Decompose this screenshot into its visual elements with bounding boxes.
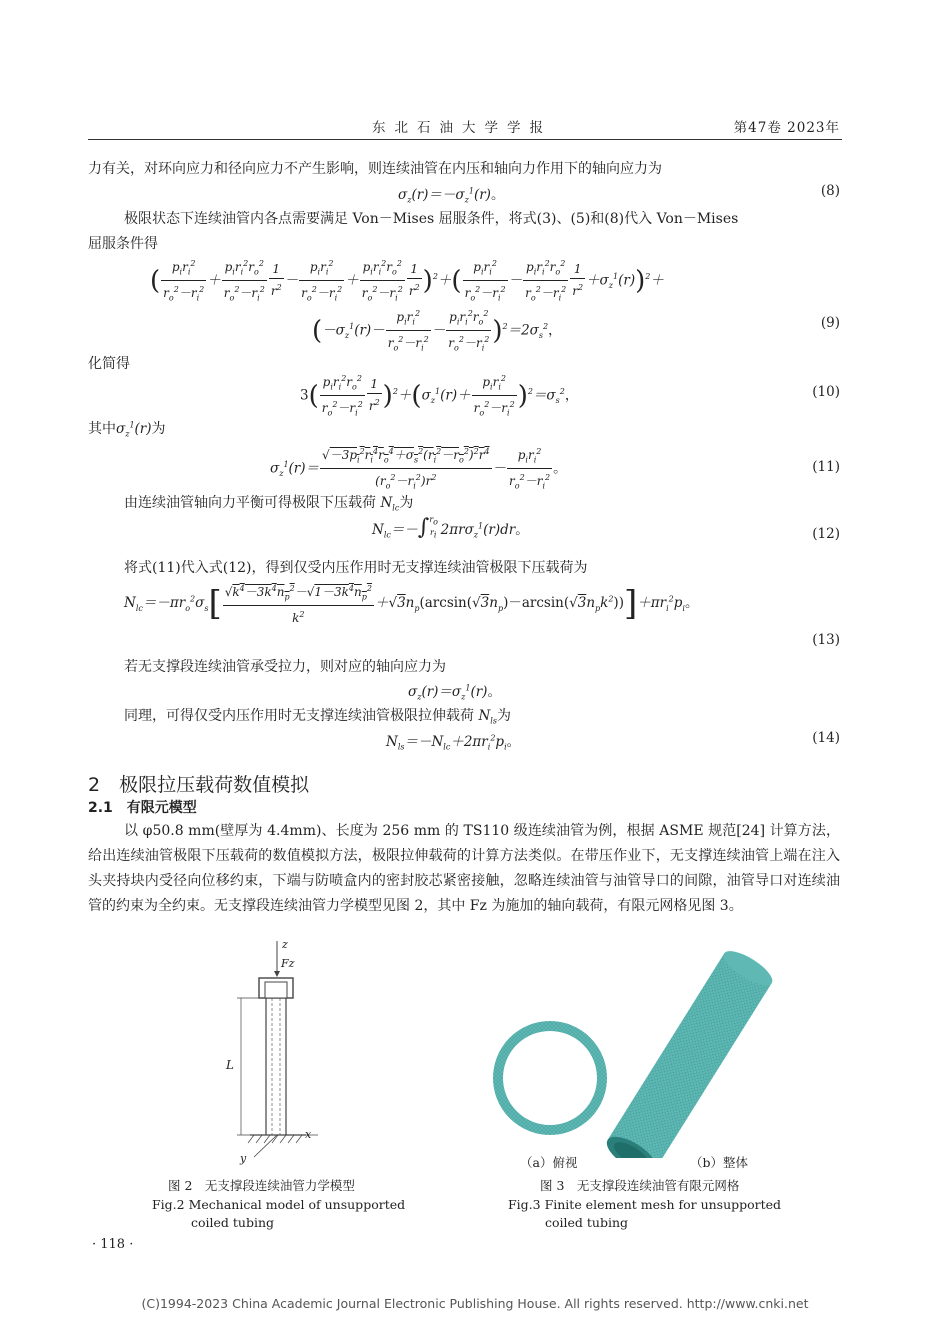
paragraph-5-tail: 为 <box>399 495 414 511</box>
equation-9-line-2: ($-\sigma_z^1(r)-$ $p_ir_i^2$ $r_o^2-r_i^2$ － $p_ir_i^2r_o^2$ $r_o^2-r_i^2$ )$^2=2\sigma_s^2$， <box>312 305 562 357</box>
journal-title: 东北石油大学学报 <box>372 120 552 136</box>
equation-8: $\sigma_z(r)=-\sigma_z^1(r)$。 <box>398 186 505 205</box>
label-y: y <box>240 1152 247 1165</box>
equation-9-line-1: ( $p_ir_i^2$ $r_o^2-r_i^2$ ＋ $p_ir_i^2r_o^2$ $r_o^2-r_i^2$ $\frac{1}{r^2}$ － $p_ir_i^2$ $r_o^2-r_i^2$ ＋ $p_ir_i^2r_o^2$ $r_o^2-r_i^2$ $\frac{1}{r^2}$ )$^2$＋( $p_ir_i^2$ $r_o^2-r_i^2$ － $p_ir_i^2r_o^2$ $r_o^2-r_i^2$ $\frac{1}{r^2}$ $+\sigma_z^1(r))^2+$ <box>150 255 664 307</box>
paragraph-8-lead: 同理，可得仅受内压作用时无支撑连续油管极限拉伸载荷 <box>124 708 474 724</box>
equation-number: (10) <box>812 384 840 400</box>
paragraph-2b: 屈服条件得 <box>88 236 158 252</box>
figure-3-caption-cn: 图 3 无支撑段连续油管有限元网格 <box>540 1178 740 1193</box>
figure-2-diagram <box>210 935 330 1175</box>
paragraph-7: 若无支撑段连续油管承受拉力，则对应的轴向应力为 <box>124 659 446 675</box>
figure-3-sub-b: （b）整体 <box>690 1155 749 1170</box>
label-x: x <box>305 1128 312 1141</box>
equation-number: (9) <box>820 315 840 331</box>
section-title: 2 极限拉压载荷数值模拟 <box>88 774 310 796</box>
figure-2-caption-en-2: coiled tubing <box>191 1215 275 1230</box>
figure-3-sub-a: （a）俯视 <box>520 1155 578 1170</box>
paragraph-8: 同理，可得仅受内压作用时无支撑连续油管极限拉伸载荷 $N_{ls}$为 <box>124 708 511 726</box>
equation-12: $N_{lc}=-\int^{r_o}r_i$ 2πrσ$_z^1$(r)dr。 <box>372 515 529 540</box>
tube-body <box>608 953 772 1158</box>
page-number: · 118 · <box>92 1237 134 1252</box>
header-rule <box>88 139 842 140</box>
equation-14: $N_{ls}=-N_{lc}+2\pi r_i^2p_i$。 <box>386 733 521 752</box>
label-L: L <box>226 1058 234 1072</box>
figure-3-mesh <box>490 938 790 1158</box>
figure-3-caption-en-1: Fig.3 Finite element mesh for unsupported <box>508 1197 782 1212</box>
tube-overall <box>601 945 777 1158</box>
label-fz: Fz <box>281 957 295 970</box>
copyright-footer: (C)1994-2023 China Academic Journal Electronic Publishing House. All rights reserved. http://www.cnki.net <box>141 1296 809 1311</box>
equation-number: (11) <box>812 459 840 475</box>
paragraph-8-tail: 为 <box>496 708 511 724</box>
paragraph-2: 极限状态下连续油管内各点需要满足 Von－Mises 屈服条件，将式(3)、(5)和(8)代入 Von－Mises <box>124 211 739 227</box>
equation-10: 3( $p_ir_i^2r_o^2$ $r_o^2-r_i^2$ $\frac{1}{r^2}$ )$^2+(\sigma_z^1(r)+$ $p_ir_i^2$ $r_o^2-r_i^2$ )$^2=\sigma_s^2$， <box>300 370 578 422</box>
figure-2-caption-cn: 图 2 无支撑段连续油管力学模型 <box>168 1178 355 1193</box>
volume-year: 第47卷 2023年 <box>733 120 840 136</box>
paragraph-4-lead: 其中 <box>88 421 116 437</box>
ground-hatching <box>248 1135 302 1143</box>
equation-tension-stress: $\sigma_z(r)=\sigma_z^1(r)$。 <box>408 683 501 702</box>
equation-number: (14) <box>812 730 840 746</box>
paragraph-1: 力有关，对环向应力和径向应力不产生影响，则连续油管在内压和轴向力作用下的轴向应力为 <box>88 161 662 177</box>
equation-number: (13) <box>812 632 840 648</box>
y-axis <box>254 1135 277 1157</box>
figure-2-caption-en-1: Fig.2 Mechanical model of unsupported <box>152 1197 406 1212</box>
subsection-title: 2.1 有限元模型 <box>88 800 197 816</box>
paragraph-3: 化简得 <box>88 356 130 372</box>
top-view-ring <box>498 1026 602 1130</box>
paragraph-4: 其中$\sigma_z^1(r)$为 <box>88 420 166 439</box>
paragraph-5: 由连续油管轴向力平衡可得极限下压载荷 $N_{lc}$为 <box>124 495 414 513</box>
section-2-1-paragraph: 以 φ50.8 mm(壁厚为 4.4mm)、长度为 256 mm 的 TS110 级连续油管为例，根据 ASME 规范[24] 计算方法，给出连续油管极限下压载荷的数值模拟方法，极限拉伸载荷的计算方法类似。在带压作业下，无支撑连续油管上端在注入头夹持块内受径向位移约束，下端与防喷盒内的密封胶芯紧密接触，忽略连续油管与油管导口的间隙，油管导口对连续油管的约束为全约束。无支撑段连续油管力学模型见图 2，其中 Fz 为施加的轴向载荷，有限元网格见图 3。 <box>88 823 840 914</box>
label-z: z <box>282 938 288 951</box>
clamp-inner <box>265 982 287 998</box>
paragraph-5-lead: 由连续油管轴向力平衡可得极限下压载荷 <box>124 495 376 511</box>
paragraph-6: 将式(11)代入式(12)，得到仅受内压作用时无支撑连续油管极限下压载荷为 <box>124 560 588 576</box>
equation-number: (12) <box>812 526 840 542</box>
figure-3-caption-en-2: coiled tubing <box>545 1215 629 1230</box>
equation-13: $N_{lc}=-\pi r_o^2\sigma_s$[ $\frac{√k^4-3k^4n_p^2-√1-3k^4n_p^2}{k^2}$ $+√3n_p(\arcsin(√3n_p)-\arcsin(√3n_pk^2))]+\pi r_i^2p_i$。 <box>124 580 698 627</box>
equation-number: (8) <box>820 183 840 199</box>
paragraph-4-tail: 为 <box>151 421 166 437</box>
force-arrow-head <box>274 971 280 977</box>
equation-11: $\sigma_z^1(r)=$ $\frac{√-3p_i^2r_i^4r_o^4+\sigma_s^2(r_i^2-r_o^2)^2r^4}{(r_o^2-r_i^2)r^2}$ － $p_ir_i^2$ $r_o^2-r_i^2$ 。 <box>270 443 567 495</box>
